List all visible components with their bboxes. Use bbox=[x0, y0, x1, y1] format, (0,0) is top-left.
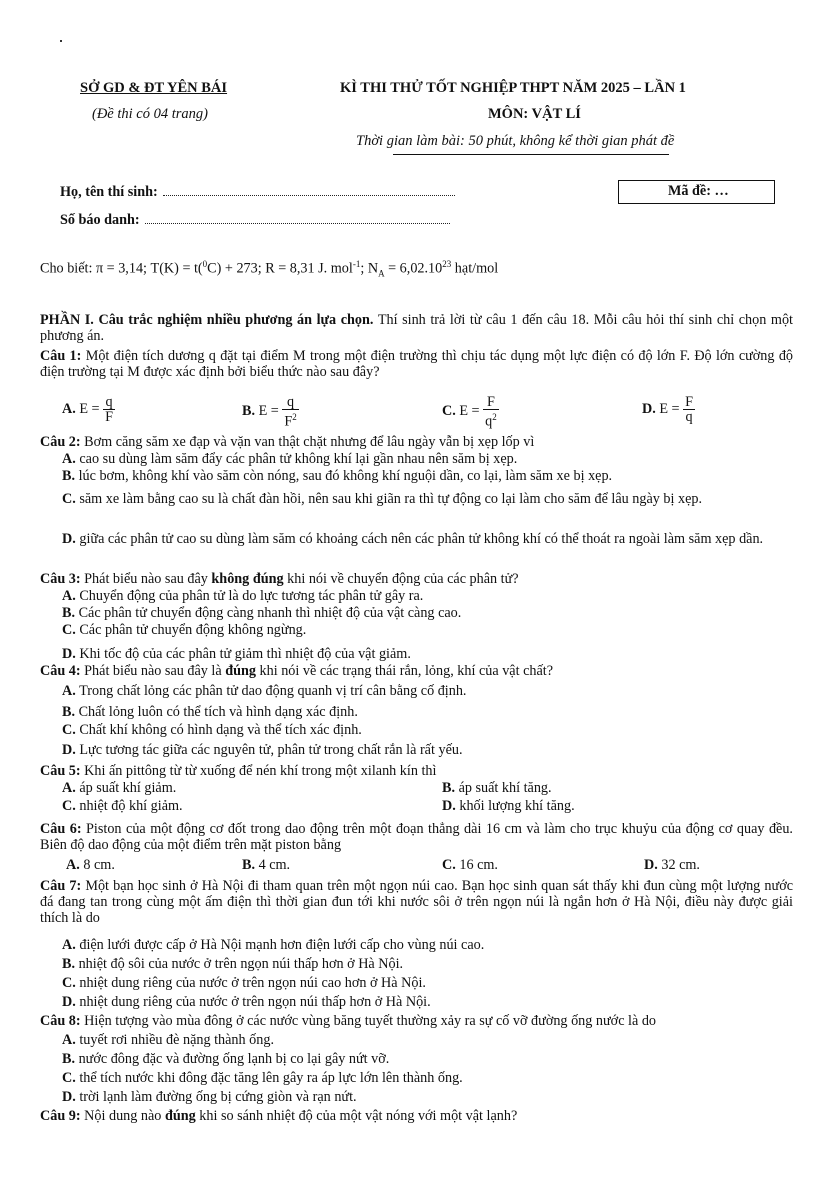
header-left-org: SỞ GD & ĐT YÊN BÁI bbox=[80, 80, 228, 96]
q5-option-d: D. khối lượng khí tăng. bbox=[442, 798, 575, 814]
na-sub: A bbox=[378, 268, 385, 279]
q6-option-d: D. 32 cm. bbox=[644, 857, 700, 873]
subject-title: MÔN: VẬT LÍ bbox=[488, 106, 581, 122]
q2-text: Bơm căng săm xe đạp và vặn van thật chặt nhưng để lâu ngày vẫn bị xẹp lốp vì bbox=[84, 434, 535, 450]
q1-option-a: A. E = $\frac{q}{F}$ bbox=[62, 394, 113, 425]
q8-option-c: C. thể tích nước khi đông đặc tăng lên gây ra áp lực lớn lên thành ống. bbox=[62, 1070, 463, 1086]
question-6: Câu 6: Piston của một động cơ đốt trong dao động trên một đoạn thẳng dài 16 cm và làm cho trục khuỷu của động cơ quay đều. Biên độ dao động của một điểm trên mặt piston bằng bbox=[40, 821, 793, 853]
question-8: Câu 8: Hiện tượng vào mùa đông ở các nước vùng băng tuyết thường xảy ra sự cố vỡ đường ống nước là do bbox=[40, 1013, 657, 1029]
time-note: Thời gian làm bài: 50 phút, không kể thời gian phát đề bbox=[356, 133, 675, 149]
q2-option-a: A. cao su dùng làm săm đẩy các phân tử không khí lại gần nhau nên săm bị xẹp. bbox=[62, 451, 518, 467]
q8-option-b: B. nước đông đặc và đường ống lạnh bị co lại gây nứt vỡ. bbox=[62, 1051, 390, 1067]
exam-code-label: Mã đề: … bbox=[668, 183, 729, 199]
q3-option-b: B. Các phân tử chuyển động càng nhanh thì nhiệt độ của vật càng cao. bbox=[62, 605, 462, 621]
deg-sup: 0 bbox=[202, 259, 208, 269]
q1-text: Một điện tích dương q đặt tại điểm M trong một điện trường thì chịu tác dụng một lực điện có độ lớn F. Độ lớn cường độ điện trường tại M được xác định bởi biểu thức nào sau đây? bbox=[40, 348, 794, 380]
q7-option-d: D. nhiệt dung riêng của nước ở trên ngọn núi thấp hơn ở Hà Nội. bbox=[62, 994, 431, 1010]
question-3: Câu 3: Phát biểu nào sau đây không đúng khi nói về chuyển động của các phân tử? bbox=[40, 571, 519, 587]
q6-option-b: B. 4 cm. bbox=[242, 857, 291, 873]
constants-mid3: = 6,02.10 bbox=[384, 260, 443, 277]
part1-intro bbox=[40, 312, 793, 344]
q4-option-c: C. Chất khí không có hình dạng và thể tích xác định. bbox=[62, 722, 362, 738]
mol-exp: -1 bbox=[352, 259, 361, 269]
part1-heading: PHẦN I. Câu trắc nghiệm nhiều phương án lựa chọn. bbox=[40, 312, 374, 328]
q1-option-d: D. E = $\frac{F}{q}$ bbox=[642, 394, 693, 425]
q2-option-c: C. săm xe làm bằng cao su là chất đàn hồi, nên sau khi giãn ra thì tự động co lại làm cho săm để lâu ngày bị xẹp. bbox=[62, 491, 703, 507]
q3-option-d: D. Khi tốc độ của các phân tử giảm thì nhiệt độ của vật giảm. bbox=[62, 646, 411, 662]
q8-option-d: D. trời lạnh làm đường ống bị cứng giòn và rạn nứt. bbox=[62, 1089, 357, 1105]
q5-option-b: B. áp suất khí tăng. bbox=[442, 780, 552, 796]
q1-option-b: B. E = $\frac{q}{F^2}$ bbox=[242, 394, 297, 430]
question-7: Câu 7: Một bạn học sinh ở Hà Nội đi tham quan trên một ngọn núi cao. Bạn học sinh quan sát thấy khi đun cùng một lượng nước đá đang tan trong cùng một ấm điện thì thời gian đun tới khi nước sôi ở trên ngọn núi là ngắn hơn ở Hà Nội, điều này được giải thích là do bbox=[40, 878, 793, 926]
question-1 bbox=[40, 348, 793, 380]
q3-option-c: C. Các phân tử chuyển động không ngừng. bbox=[62, 622, 307, 638]
candidate-name-row bbox=[60, 184, 455, 201]
q2-option-b: B. lúc bơm, không khí vào săm còn nóng, sau đó không khí nguội dần, co lại, làm săm xe bị xẹp. bbox=[62, 468, 613, 484]
constants-prefix: Cho biết: π = 3,14; T(K) = t( bbox=[40, 260, 203, 277]
candidate-id-label: Số báo danh: bbox=[60, 212, 140, 228]
q2-option-d: D. giữa các phân tử cao su dùng làm săm có khoảng cách nên các phân tử không khí có thể thoát ra ngoài làm săm xẹp dần. bbox=[62, 531, 764, 547]
q5-option-c: C. nhiệt độ khí giảm. bbox=[62, 798, 183, 814]
q4-option-d: D. Lực tương tác giữa các nguyên tử, phân tử trong chất rắn là rất yếu. bbox=[62, 742, 463, 758]
q1-label: Câu 1: bbox=[40, 348, 82, 364]
q4-option-b: B. Chất lỏng luôn có thể tích và hình dạng xác định. bbox=[62, 704, 358, 720]
candidate-id-field[interactable] bbox=[145, 212, 450, 224]
q1-option-c: C. E = $\frac{F}{q^2}$ bbox=[442, 394, 497, 430]
constants-unit: hạt/mol bbox=[451, 260, 499, 277]
time-note-underline bbox=[393, 154, 669, 155]
question-4: Câu 4: Phát biểu nào sau đây là đúng khi nói về các trạng thái rắn, lỏng, khí của vật chất? bbox=[40, 663, 554, 679]
q7-option-b: B. nhiệt độ sôi của nước ở trên ngọn núi thấp hơn ở Hà Nội. bbox=[62, 956, 404, 972]
question-9: Câu 9: Nội dung nào đúng khi so sánh nhiệt độ của một vật nóng với một vật lạnh? bbox=[40, 1108, 518, 1124]
q8-option-a: A. tuyết rơi nhiều đè nặng thành ống. bbox=[62, 1032, 274, 1048]
candidate-name-field[interactable] bbox=[163, 184, 455, 196]
part1-intro-text: Thí sinh trả lời từ câu 1 đến câu 18. Mỗi câu hỏi thí sinh chỉ chọn một phương án. bbox=[40, 312, 793, 344]
exam-title: KÌ THI THỬ TỐT NGHIỆP THPT NĂM 2025 – LẦN 1 bbox=[340, 80, 686, 96]
candidate-name-label: Họ, tên thí sinh: bbox=[60, 184, 158, 200]
q5-option-a: A. áp suất khí giảm. bbox=[62, 780, 177, 796]
candidate-id-row bbox=[60, 212, 450, 229]
q6-option-c: C. 16 cm. bbox=[442, 857, 498, 873]
question-2 bbox=[40, 434, 793, 450]
q6-option-a: A. 8 cm. bbox=[66, 857, 115, 873]
q7-option-c: C. nhiệt dung riêng của nước ở trên ngọn núi cao hơn ở Hà Nội. bbox=[62, 975, 426, 991]
stray-mark bbox=[60, 40, 62, 42]
constants-mid2: ; N bbox=[360, 260, 379, 277]
header-left-sub: (Đề thi có 04 trang) bbox=[92, 106, 208, 122]
q3-option-a: A. Chuyển động của phân tử là do lực tương tác phân tử gây ra. bbox=[62, 588, 424, 604]
q2-label: Câu 2: bbox=[40, 434, 81, 450]
constants-line bbox=[40, 259, 498, 279]
constants-mid1: C) + 273; R = 8,31 J. mol bbox=[207, 260, 353, 277]
q4-option-a: A. Trong chất lỏng các phân tử dao động quanh vị trí cân bằng cố định. bbox=[62, 683, 467, 699]
avogadro-exp: 23 bbox=[442, 259, 452, 269]
q7-option-a: A. điện lưới được cấp ở Hà Nội mạnh hơn điện lưới cấp cho vùng núi cao. bbox=[62, 937, 485, 953]
question-5: Câu 5: Khi ấn pittông từ từ xuống để nén khí trong một xilanh kín thì bbox=[40, 763, 437, 779]
